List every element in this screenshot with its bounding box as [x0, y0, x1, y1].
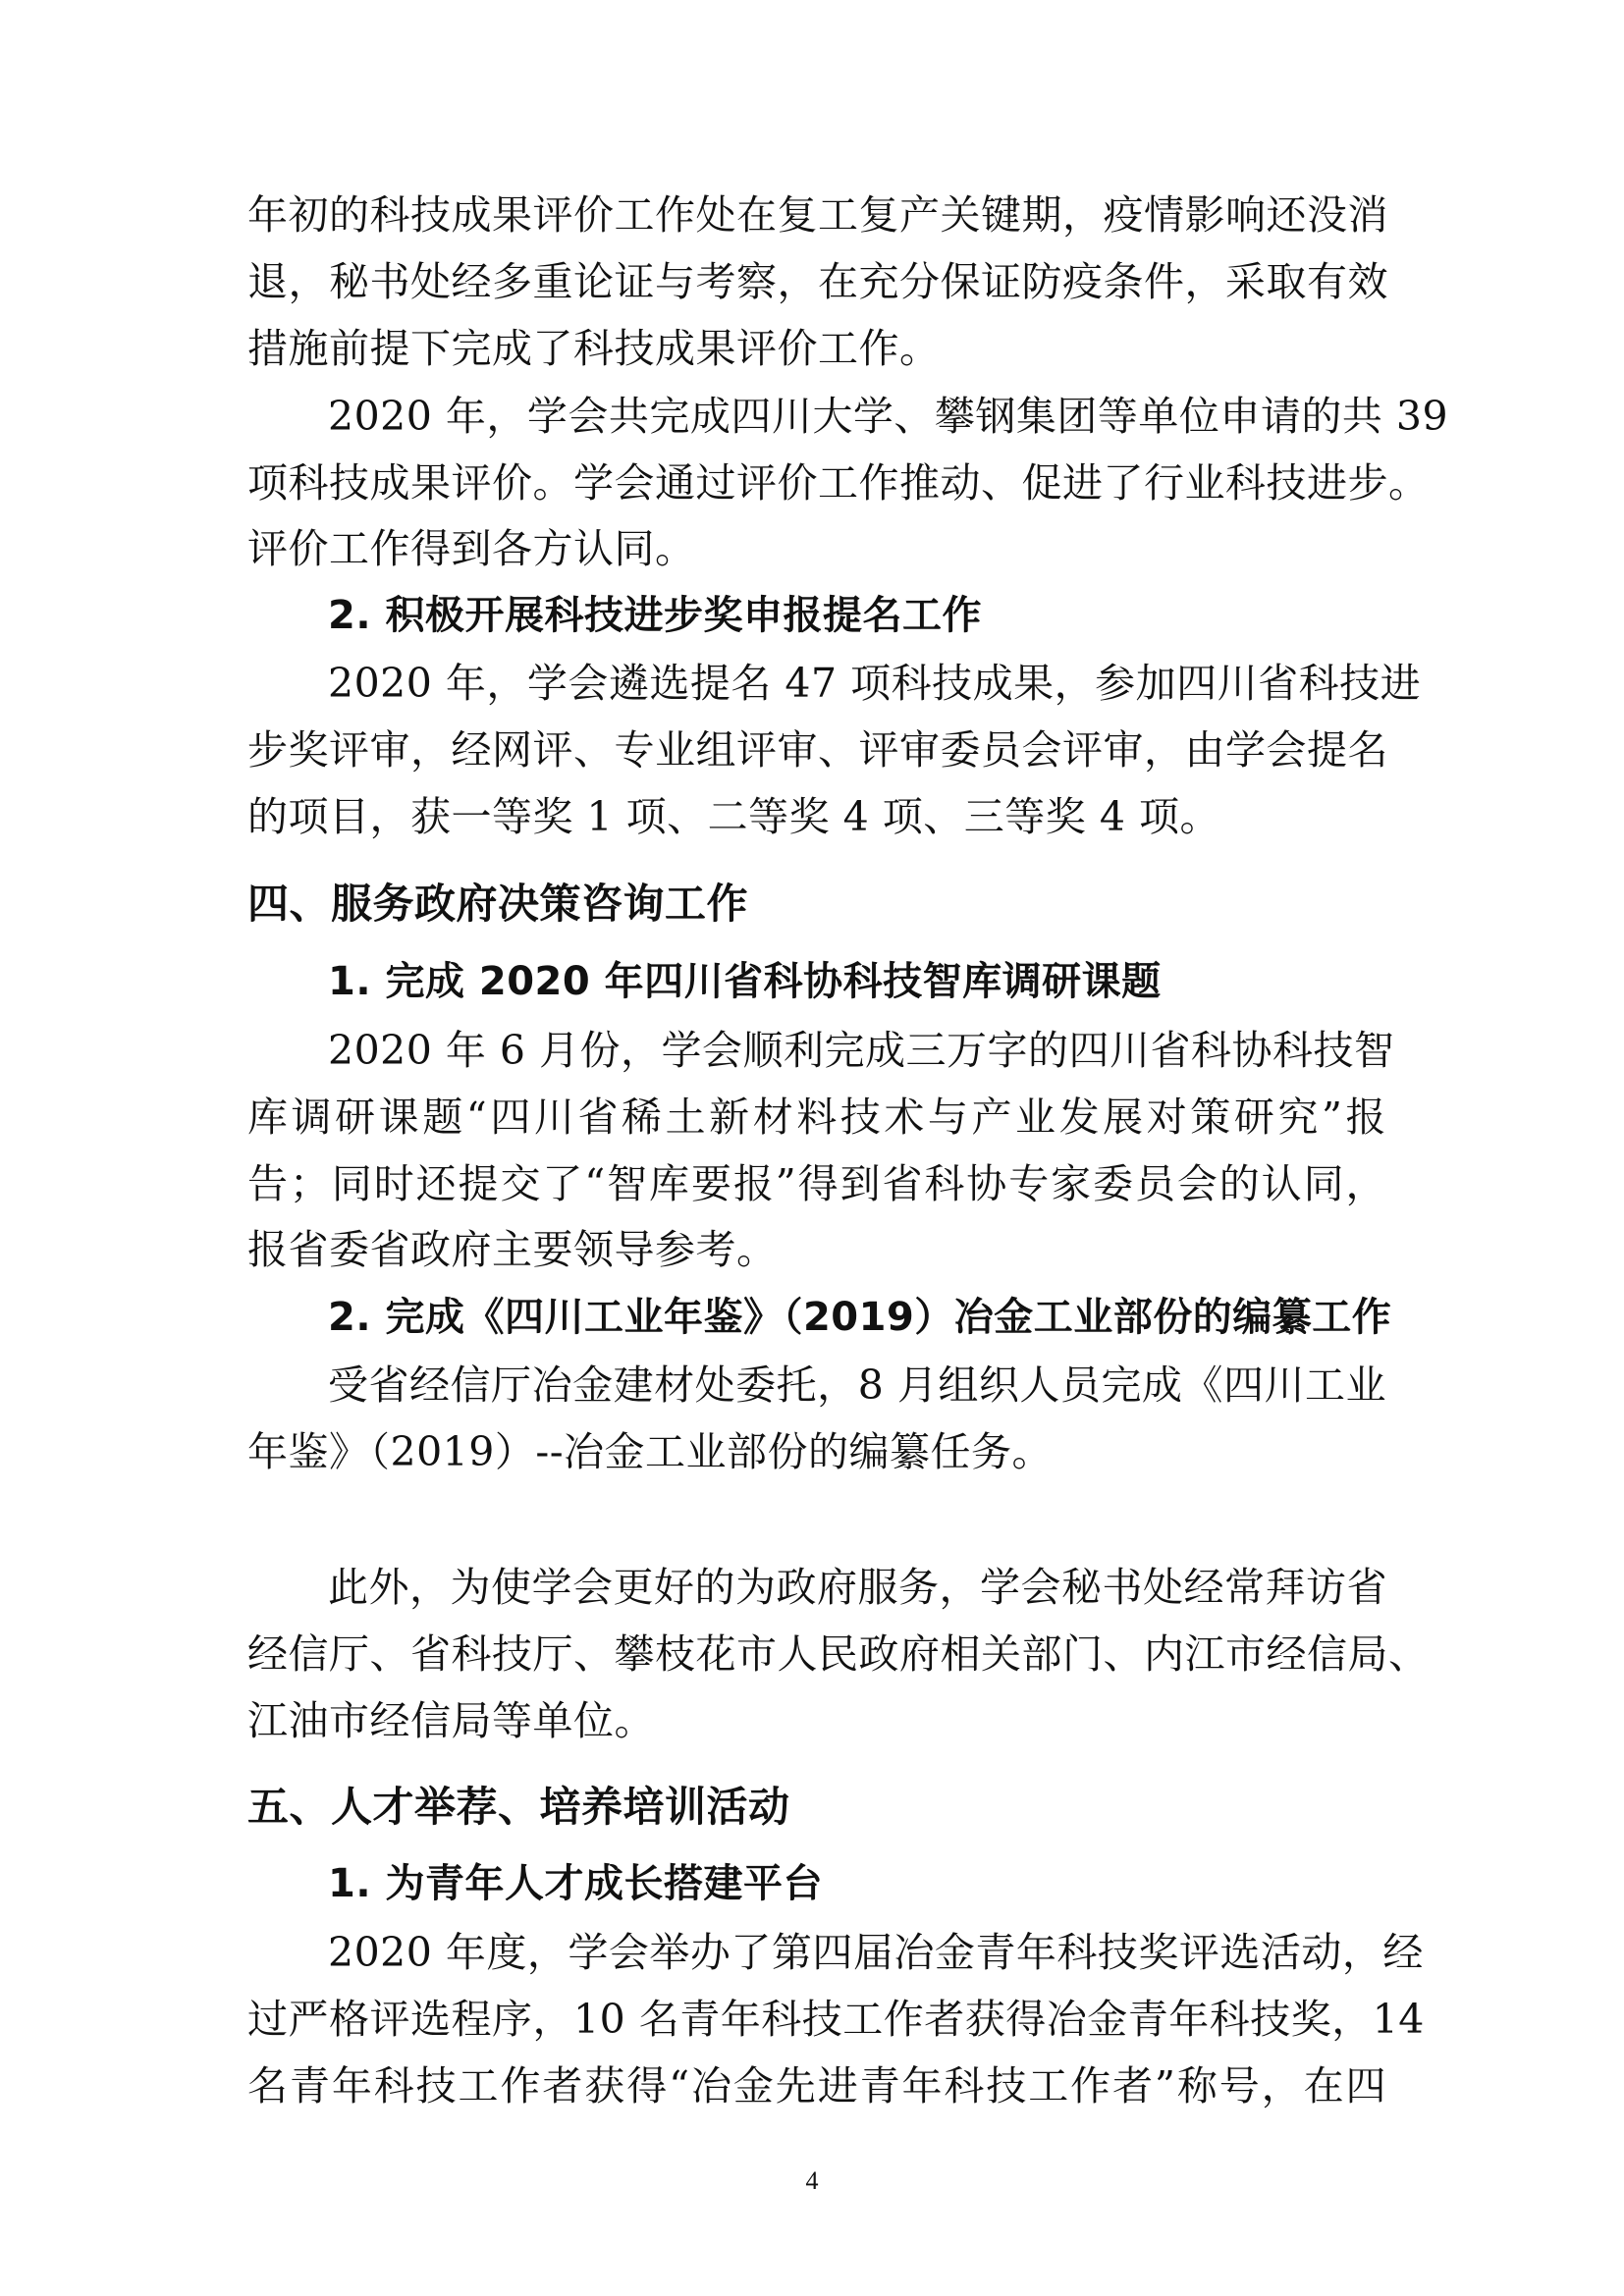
paragraph-line: 受省经信厅冶金建材处委托，8 月组织人员完成《四川工业 — [328, 1362, 1386, 1409]
paragraph-line: 2020 年，学会遴选提名 47 项科技成果，参加四川省科技进 — [328, 660, 1422, 707]
paragraph-line: 退，秘书处经多重论证与考察，在充分保证防疫条件，采取有效 — [247, 258, 1388, 305]
paragraph-line: 此外，为使学会更好的为政府服务，学会秘书处经常拜访省 — [328, 1564, 1387, 1611]
paragraph-line: 过严格评选程序，10 名青年科技工作者获得冶金青年科技奖，14 — [247, 1996, 1425, 2043]
paragraph-line: 的项目，获一等奖 1 项、二等奖 4 项、三等奖 4 项。 — [247, 793, 1220, 840]
paragraph-line: 2020 年度，学会举办了第四届冶金青年科技奖评选活动，经 — [328, 1929, 1424, 1976]
section-heading: 五、人才举荐、培养培训活动 — [247, 1783, 790, 1831]
paragraph-line: 2020 年，学会共完成四川大学、攀钢集团等单位申请的共 39 — [328, 393, 1449, 440]
paragraph-line: 2020 年 6 月份，学会顺利完成三万字的四川省科协科技智 — [328, 1027, 1395, 1074]
subsection-heading: 2. 完成《四川工业年鉴》（2019）冶金工业部份的编纂工作 — [328, 1295, 1392, 1340]
paragraph-line: 经信厅、省科技厅、攀枝花市人民政府相关部门、内江市经信局、 — [247, 1630, 1430, 1678]
subsection-heading: 1. 完成 2020 年四川省科协科技智库调研课题 — [328, 959, 1162, 1004]
paragraph-line: 步奖评审，经网评、专业组评审、评审委员会评审，由学会提名 — [247, 726, 1388, 774]
paragraph-line: 报省委省政府主要领导参考。 — [247, 1226, 778, 1273]
paragraph-line: 评价工作得到各方认同。 — [247, 525, 696, 572]
paragraph-line: 库调研课题“四川省稀土新材料技术与产业发展对策研究”报 — [247, 1094, 1386, 1141]
paragraph-line: 告；同时还提交了“智库要报”得到省科协专家委员会的认同， — [247, 1160, 1386, 1207]
section-heading: 四、服务政府决策咨询工作 — [247, 880, 749, 928]
paragraph-line: 项科技成果评价。学会通过评价工作推动、促进了行业科技进步。 — [247, 459, 1430, 507]
paragraph-line: 年初的科技成果评价工作处在复工复产关键期，疫情影响还没消 — [247, 191, 1388, 239]
page-number: 4 — [805, 2166, 819, 2195]
paragraph-line: 措施前提下完成了科技成果评价工作。 — [247, 325, 941, 372]
paragraph-line: 江油市经信局等单位。 — [247, 1697, 655, 1744]
subsection-heading: 2. 积极开展科技进步奖申报提名工作 — [328, 593, 982, 638]
paragraph-line: 名青年科技工作者获得“冶金先进青年科技工作者”称号，在四 — [247, 2062, 1386, 2109]
paragraph-line: 年鉴》（2019）--冶金工业部份的编纂任务。 — [247, 1428, 1054, 1475]
subsection-heading: 1. 为青年人才成长搭建平台 — [328, 1861, 823, 1906]
